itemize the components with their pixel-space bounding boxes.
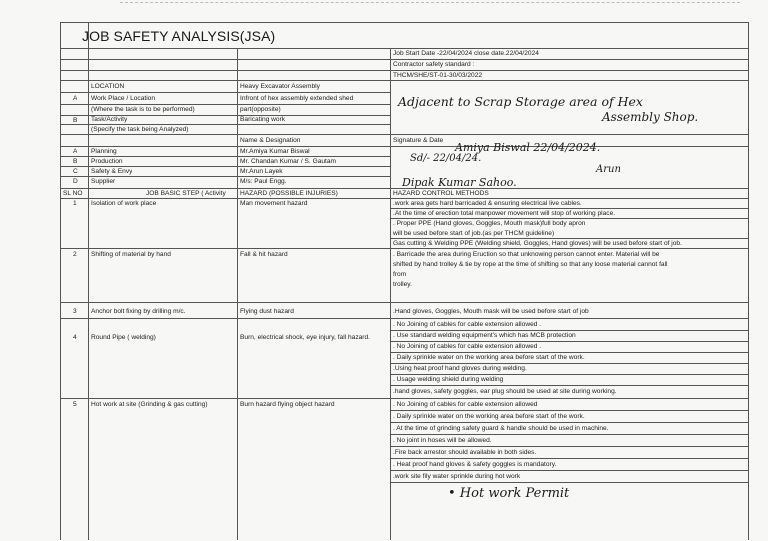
control-method: . Proper PPE (Hand gloves, Goggles, Mouth mask)full body apron [393,220,586,227]
control-method: from [393,271,407,278]
control-method: . Usage welding shield during welding [393,376,504,383]
grid-line [390,352,748,353]
grid-line [60,22,748,23]
grid-line [60,156,390,157]
col-header-hazard: HAZARD (POSSIBLE INJURIES) [240,190,338,197]
row-number: 4 [73,334,77,341]
control-method: .hand gloves, safety goggles, ear plug should be used at site during working. [393,388,617,395]
doc-reference: THCM/SHE/ST-01-30/03/2022 [393,72,483,79]
grid-line [390,385,748,386]
grid-line [60,124,390,125]
signatory-letter: B [73,158,78,165]
document-title: JOB SAFETY ANALYSIS(JSA) [82,28,276,44]
location-label: LOCATION [91,83,125,90]
grid-line [390,422,748,423]
handwritten-signature: Sd/- 22/04/24. [410,153,482,164]
control-method: Gas cutting & Welding PPE (Welding shield, Goggles, Hand gloves) will be used before start of job. [393,240,682,247]
grid-line [390,363,748,364]
grid-line [390,470,748,471]
row-hazard: Burn hazard flying object hazard [240,401,335,408]
handwritten-hot-work-permit: • Hot work Permit [448,486,570,501]
grid-line [390,341,748,342]
row-number: 2 [73,251,77,258]
signatory-dept: Supplier [91,178,116,185]
row-step: Isolation of work place [91,200,157,207]
scan-edge-mark [120,2,740,3]
control-method: will be used before start of job.(as per THCM guideline) [393,230,555,237]
handwritten-location-cont: Assembly Shop. [602,110,699,124]
control-method: .work area gets hard barricaded & ensuring electrical live cables. [393,200,582,207]
handwritten-location: Adjacent to Scrap Storage area of Hex [398,94,643,109]
task-hint: (Specify the task being Analyzed) [91,126,189,133]
grid-line [60,134,748,135]
grid-line [60,22,61,540]
row-step: Shifting of material by hand [91,251,171,258]
handwritten-signature: Dipak Kumar Sahoo. [402,176,517,189]
row-number: 1 [73,200,77,207]
handwritten-signature: Arun [596,164,621,175]
grid-line [60,166,390,167]
control-method: . Heat proof hand gloves & safety goggles is mandatory. [393,461,557,468]
signatory-name: Mr.Arun Layek [240,168,283,175]
signatory-letter: D [73,178,78,185]
col-header-slno: SL NO [63,190,83,197]
grid-line [60,318,748,319]
task-label: Task/Activity [91,116,128,123]
control-method: . Barricade the area during Eruction so that unknowing person cannot enter. Material will be [393,251,660,258]
col-header-control: HAZARD CONTROL METHODS [393,190,489,197]
row-step: Hot work at site (Grinding & gas cutting) [91,401,208,408]
grid-line [390,434,748,435]
control-method: shifted by hand trolley & tie by rope at the time of shifting so that any loose material cannot fall [393,261,668,268]
row-step: Round Pipe ( welding) [91,334,156,341]
control-method: . No Joining of cables for cable extension allowed . [393,321,542,328]
control-method: .work site fily water sprinkle during hot work [393,473,521,480]
signatory-name: Mr. Chandan Kumar / S. Gautam [240,158,337,165]
grid-line [390,446,748,447]
grid-line [60,59,748,60]
grid-line [60,248,748,249]
name-designation-header: Name & Designation [240,137,301,144]
contractor-standard: Contractor safety standard : [393,61,475,68]
control-method: .Fire back arrestor should available in both sides. [393,449,537,456]
signatory-dept: Planning [91,148,117,155]
control-method: . Daily sprinkle water on the working area before start of the work. [393,354,585,361]
workplace-value: Infront of hex assembly extended shed [240,95,354,102]
grid-line [390,410,748,411]
row-hazard: Burn, electrical shock, eye injury, fall hazard. [240,334,370,341]
location-value: Heavy Excavator Assembly [240,83,320,90]
workplace-letter: A [73,95,78,102]
control-method: .Using heat proof hand gloves during welding. [393,365,527,372]
signatory-letter: C [73,168,78,175]
signature-date-header: Signature & Date [393,137,444,144]
row-hazard: Flying dust hazard [240,308,294,315]
signatory-letter: A [73,148,78,155]
grid-line [60,104,390,105]
control-method: .Hand gloves, Goggles, Mouth mask will be used before start of job [393,308,589,315]
row-hazard: Fall & hit hazard [240,251,288,258]
grid-line [60,176,390,177]
control-method: . No Joining of cables for cable extension allowed [393,401,538,408]
grid-line [390,374,748,375]
grid-line [748,22,749,540]
control-method: . Use standard welding equipment's which has MCB protection [393,332,576,339]
grid-line [390,48,391,540]
control-method: trolley. [393,281,412,288]
workplace-label: Work Place / Location [91,95,156,102]
grid-line [390,458,748,459]
grid-line [60,302,748,303]
grid-line [60,146,748,147]
signatory-dept: Production [91,158,123,165]
task-letter: B [73,117,78,124]
workplace-value-cont: part(opposite) [240,106,281,113]
grid-line [390,238,748,239]
grid-line [237,48,238,540]
task-value: Baricating work [240,116,286,123]
row-number: 5 [73,401,77,408]
grid-line [88,22,89,540]
handwritten-signature: Amiya Biswal 22/04/2024. [455,141,601,154]
grid-line [390,482,748,483]
grid-line [60,48,748,49]
grid-line [390,208,748,209]
control-method: . No Joining of cables for cable extension allowed . [393,343,542,350]
grid-line [60,398,748,399]
col-header-step: JOB BASIC STEP ( Activity [146,190,226,197]
signatory-name: Mr.Amiya Kumar Biswal [240,148,310,155]
job-dates: Job Start Date -22/04/2024 close date.22/04/2024 [393,50,539,57]
grid-line [60,70,748,71]
grid-line [390,330,748,331]
grid-line [60,80,748,81]
grid-line [60,198,748,199]
control-method: .At the time of erection total manpower movement will stop of working place. [393,210,616,217]
signatory-dept: Safety & Envy [91,168,133,175]
row-hazard: Man movement hazard [240,200,308,207]
workplace-hint: (Where the task is to be performed) [91,106,195,113]
control-method: . At the time of grinding safety guard & handle should be used in machine. [393,425,609,432]
grid-line [60,92,390,93]
control-method: . Daily sprinkle water on the working area before start of the work. [393,413,585,420]
row-number: 3 [73,308,77,315]
control-method: . No joint in hoses will be allowed. [393,437,492,444]
row-step: Anchor bolt fixing by drilling m/c. [91,308,186,315]
grid-line [390,218,748,219]
signatory-name: M/s: Paul Engg. [240,178,287,185]
